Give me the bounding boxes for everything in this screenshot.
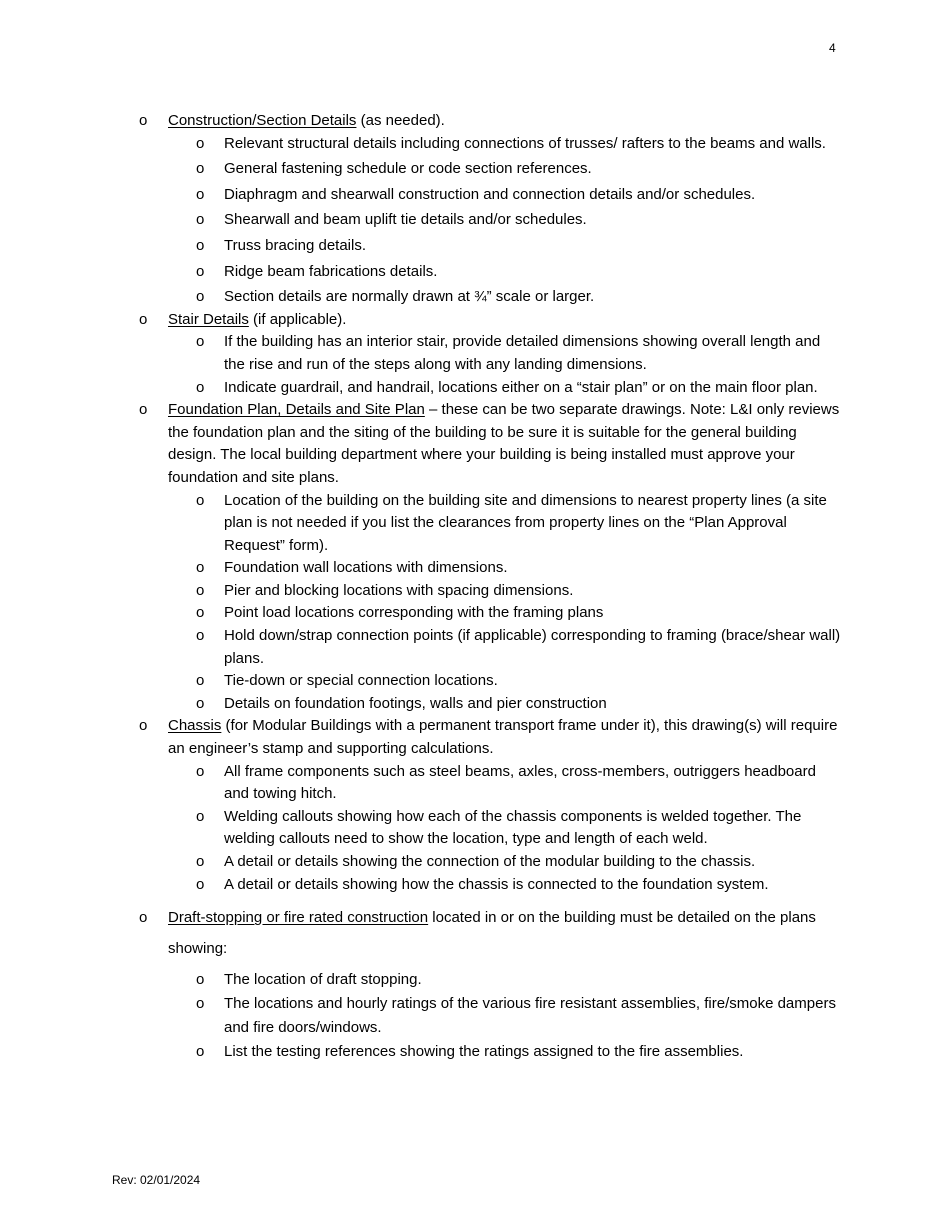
section-construction-details (139, 110, 844, 133)
bullet-glyph: o (196, 762, 205, 780)
bullet-glyph: o (196, 262, 205, 280)
list-item (139, 806, 844, 851)
bullet-glyph: o (196, 134, 205, 152)
list-item (139, 670, 844, 693)
bullet-glyph: o (139, 717, 148, 735)
section-heading: Construction/Section Details (168, 112, 357, 129)
bullet-glyph: o (196, 995, 205, 1013)
section-stair-details (139, 309, 844, 332)
bullet-glyph: o (196, 491, 205, 509)
list-item-text: Details on foundation footings, walls and pier construction (224, 694, 607, 712)
bullet-glyph: o (196, 581, 205, 599)
list-item (139, 235, 844, 258)
section-text: (if applicable). (248, 310, 347, 328)
list-item (139, 761, 844, 806)
list-item (139, 968, 844, 992)
list-item-text: All frame components such as steel beams, axles, cross-members, outriggers headboard and towing hitch. (224, 762, 816, 803)
document-body (139, 110, 844, 1064)
bullet-glyph: o (139, 310, 148, 328)
list-item (139, 490, 844, 558)
bullet-glyph: o (196, 807, 205, 825)
section-text: located in or on the building must be detailed on the plans showing: (168, 909, 816, 958)
list-item-text: If the building has an interior stair, provide detailed dimensions showing overall length and the rise and run of the steps along with any landing dimensions. (224, 333, 821, 373)
list-item (139, 158, 844, 181)
list-item-text: Point load locations corresponding with the framing plans (224, 604, 604, 622)
list-item-text: Diaphragm and shearwall construction and connection details and/or schedules. (224, 185, 756, 203)
list-item (139, 286, 844, 309)
list-item (139, 851, 844, 874)
list-item-text: The locations and hourly ratings of the various fire resistant assemblies, fire/smoke dampers and fire doors/windows. (224, 995, 836, 1037)
list-item-text: General fastening schedule or code section references. (224, 160, 592, 178)
bullet-glyph: o (139, 401, 148, 419)
bullet-glyph: o (139, 909, 148, 927)
bullet-glyph: o (196, 875, 205, 893)
bullet-glyph: o (196, 672, 205, 690)
list-item-text: Tie-down or special connection locations. (224, 672, 498, 690)
bullet-glyph: o (196, 236, 205, 254)
list-item (139, 331, 844, 376)
list-item-text: Ridge beam fabrications details. (224, 262, 438, 280)
list-item (139, 992, 844, 1040)
list-item (139, 693, 844, 716)
list-item (139, 1040, 844, 1064)
bullet-glyph: o (196, 971, 205, 989)
list-item-text: A detail or details showing how the chassis is connected to the foundation system. (224, 875, 769, 893)
bullet-glyph: o (196, 160, 205, 178)
list-item-text: A detail or details showing the connection of the modular building to the chassis. (224, 853, 756, 870)
bullet-glyph: o (196, 853, 205, 870)
section-text: (as needed). (356, 112, 445, 129)
section-draft-stopping (139, 902, 844, 964)
list-item (139, 580, 844, 603)
list-item-text: Welding callouts showing how each of the chassis components is welded together. The welding callouts need to show the location, type and length of each weld. (224, 807, 802, 848)
list-item (139, 209, 844, 232)
bullet-glyph: o (196, 627, 205, 645)
list-item-text: Truss bracing details. (224, 236, 367, 254)
list-item-text: Section details are normally drawn at ¾” scale or larger. (224, 288, 595, 306)
list-item (139, 184, 844, 207)
list-item (139, 874, 844, 897)
bullet-glyph: o (196, 185, 205, 203)
bullet-glyph: o (196, 288, 205, 306)
list-item (139, 602, 844, 625)
list-item (139, 377, 844, 400)
list-item-text: The location of draft stopping. (224, 971, 422, 989)
bullet-glyph: o (196, 378, 205, 396)
section-heading: Foundation Plan, Details and Site Plan (168, 401, 425, 419)
list-item-text: Pier and blocking locations with spacing dimensions. (224, 581, 574, 599)
bullet-glyph: o (196, 333, 205, 351)
section-text: – these can be two separate drawings. Note: L&I only reviews the foundation plan and the siting of the building to be sure it is suitable for the general building design. The local building department where your building is being installed must approve your foundation and site plans. (168, 401, 840, 486)
footer-revision: Rev: 02/01/2024 (112, 1173, 201, 1187)
section-text: (for Modular Buildings with a permanent transport frame under it), this drawing(s) will require an engineer’s stamp and supporting calculations. (168, 717, 838, 758)
bullet-glyph: o (196, 559, 205, 577)
list-item-text: Hold down/strap connection points (if applicable) corresponding to framing (brace/shear wall) plans. (224, 627, 841, 667)
bullet-glyph: o (196, 694, 205, 712)
list-item-text: Foundation wall locations with dimensions. (224, 559, 508, 577)
section-heading: Chassis (168, 717, 222, 735)
bullet-glyph: o (196, 1043, 205, 1061)
list-item (139, 557, 844, 580)
section-foundation-plan (139, 399, 844, 489)
bullet-glyph: o (139, 112, 148, 129)
list-item-text: Location of the building on the building site and dimensions to nearest property lines (a site plan is not needed if you list the clearances from property lines on the “Plan Approval Request” form). (224, 491, 827, 554)
bullet-glyph: o (196, 604, 205, 622)
list-item-text: Shearwall and beam uplift tie details and/or schedules. (224, 211, 587, 229)
section-chassis (139, 715, 844, 760)
bullet-glyph: o (196, 211, 205, 229)
list-item-text: Relevant structural details including connections of trusses/ rafters to the beams and walls. (224, 134, 826, 152)
list-item-text: List the testing references showing the ratings assigned to the fire assemblies. (224, 1043, 744, 1061)
section-heading: Draft-stopping or fire rated construction (168, 909, 429, 927)
section-heading: Stair Details (168, 310, 249, 328)
list-item (139, 625, 844, 670)
page-number: 4 (829, 41, 836, 55)
list-item-text: Indicate guardrail, and handrail, locations either on a “stair plan” or on the main floor plan. (224, 378, 818, 396)
list-item (139, 261, 844, 284)
list-item (139, 133, 844, 156)
